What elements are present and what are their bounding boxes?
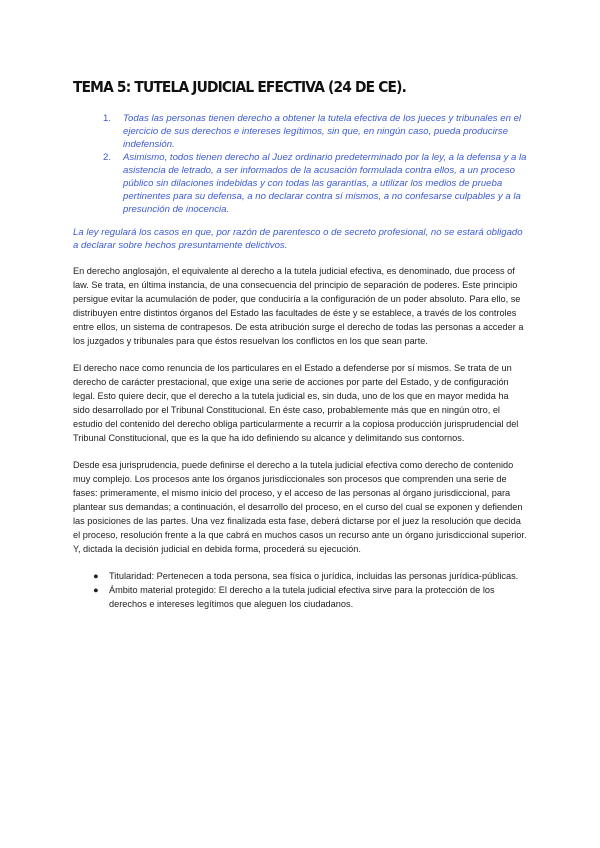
- page-title: TEMA 5: TUTELA JUDICIAL EFECTIVA (24 DE CE).: [73, 78, 407, 96]
- article-item-number: 2.: [103, 152, 112, 163]
- body-paragraph: Desde esa jurisprudencia, puede definirse el derecho a la tutela judicial efectiva como derecho de contenido muy complejo. Los procesos ante los órganos jurisdiccionales son procesos que comprenden una serie de fases: primeramente, el mismo inicio del proceso, y el acceso de las personas al órgano jurisdiccional, para plantear sus demandas; a continuación, el desarrollo del proceso, en el curso del cual se exponen y defienden las posiciones de las partes. Una vez finalizada esta fase, deberá dictarse por el juez la resolución que decida el proceso, resolución frente a la que cabrá en muchos casos un recurso ante un órgano jurisdiccional superior. Y, dictada la decisión judicial en debida forma, procederá su ejecución.: [73, 460, 527, 554]
- bullet-icon: ●: [93, 585, 99, 595]
- bullet-list: [73, 569, 528, 611]
- article-item: [103, 151, 528, 216]
- article-item-number: 1.: [103, 113, 112, 124]
- list-item: [93, 569, 528, 583]
- body-paragraph: El derecho nace como renuncia de los particulares en el Estado a defenderse por sí mismos. Se trata de un derecho de carácter prestacional, que exige una serie de acciones por parte del Estado, y de configuración legal. Esto quiere decir, que el derecho a la tutela judicial es, sin duda, uno de los que en mayor medida ha sido desarrollado por el Tribunal Constitucional. En éste caso, probablemente más que en ningún otro, el estudio del contenido del derecho obliga particularmente a recurrir a la copiosa producción jurisprudencial del Tribunal Constitucional, que es la que ha ido definiendo su alcance y delimitando sus contornos.: [73, 363, 519, 443]
- article-list: [73, 112, 528, 216]
- bullet-icon: ●: [93, 571, 99, 581]
- list-item: [93, 583, 528, 611]
- article-item: [103, 112, 528, 151]
- article-closing-paragraph: La ley regulará los casos en que, por razón de parentesco o de secreto profesional, no se estará obligado a declarar sobre hechos presuntamente delictivos.: [73, 227, 523, 251]
- article-item-text: Asimismo, todos tienen derecho al Juez ordinario predeterminado por la ley, a la defensa y a la asistencia de letrado, a ser informados de la acusación formulada contra ellos, a un proceso público sin dilaciones indebidas y con todas las garantías, a utilizar los medios de prueba pertinentes para su defensa, a no declarar contra sí mismos, a no confesarse culpables y a la presunción de inocencia.: [123, 152, 527, 215]
- body-paragraph: En derecho anglosajón, el equivalente al derecho a la tutela judicial efectiva, es denominado, due process of law. Se trata, en última instancia, de una consecuencia del principio de separación de poderes. Este principio persigue evitar la acumulación de poder, que conduciría a la configuración de un poder absoluto. Para ello, se distribuyen entre distintos órganos del Estado las facultades de éste y se establece, a través de los controles entre ellos, un sistema de contrapesos. De esta atribución surge el derecho de todas las personas a acceder a los juzgados y tribunales para que éstos resuelvan los conflictos en los que sean parte.: [73, 266, 524, 346]
- list-item-text: Titularidad: Pertenecen a toda persona, sea física o jurídica, incluidas las personas jurídica-públicas.: [109, 571, 519, 581]
- article-item-text: Todas las personas tienen derecho a obtener la tutela efectiva de los jueces y tribunales en el ejercicio de sus derechos e intereses legítimos, sin que, en ningún caso, pueda producirse indefensión.: [123, 113, 522, 150]
- list-item-text: Ámbito material protegido: El derecho a la tutela judicial efectiva sirve para la protección de los derechos e intereses legítimos que aleguen los ciudadanos.: [109, 585, 495, 609]
